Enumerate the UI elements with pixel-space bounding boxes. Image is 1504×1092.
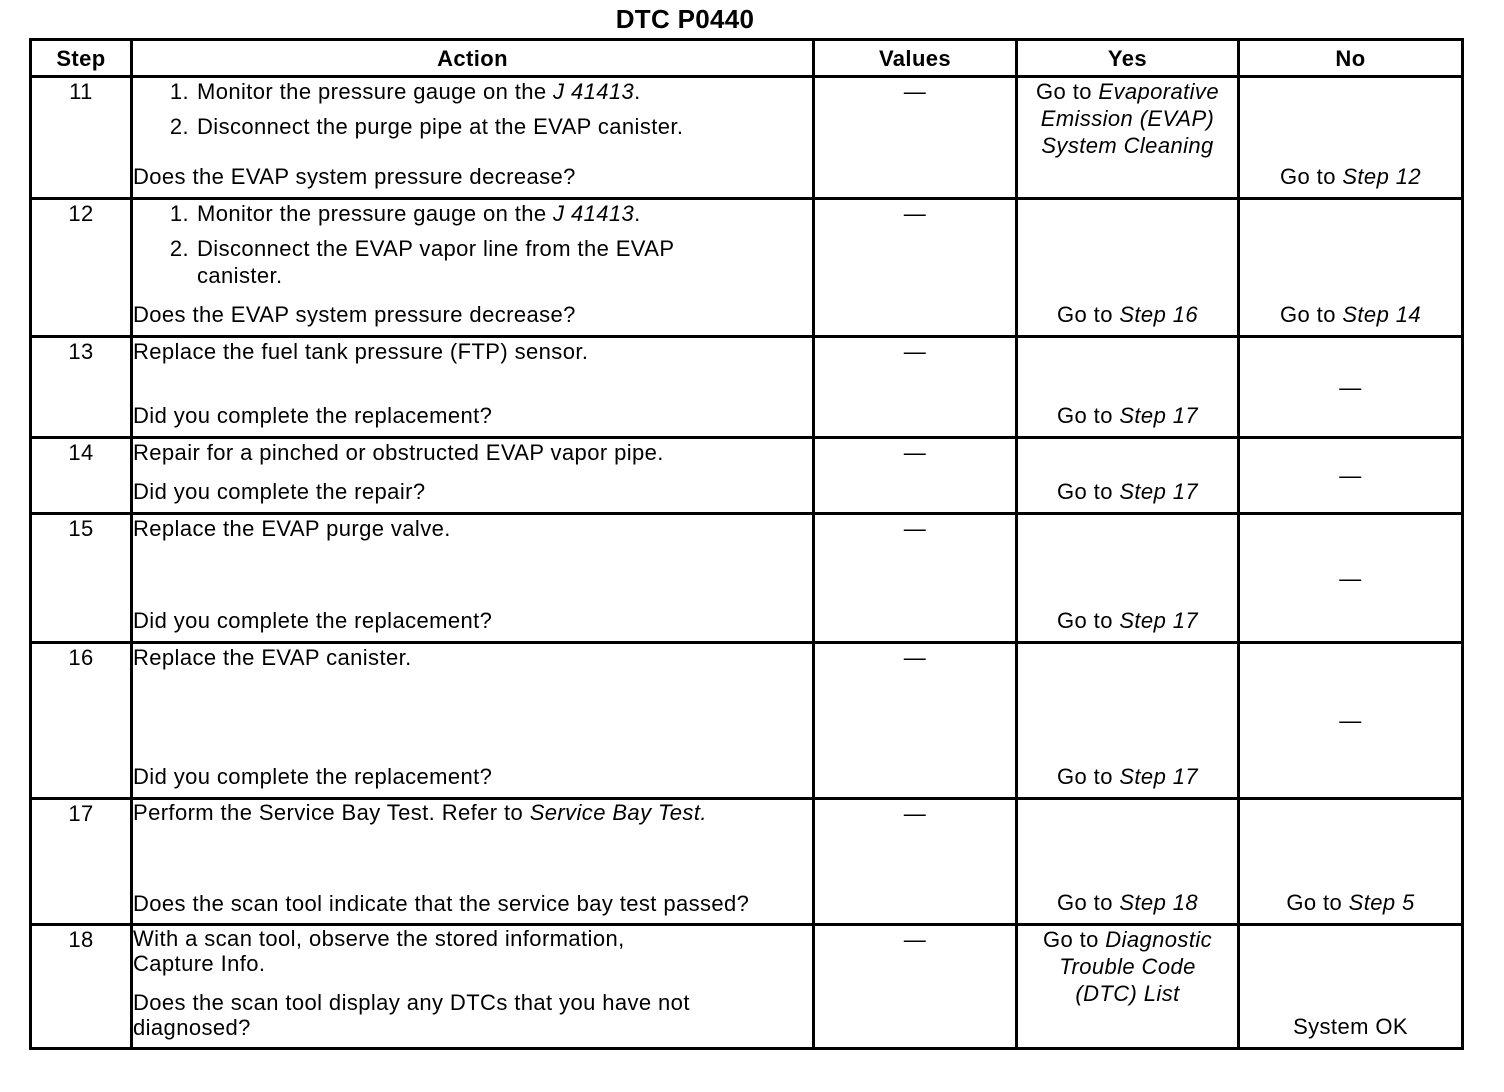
table-row-step-13	[31, 337, 1463, 438]
action-question: Did you complete the replacement?	[133, 764, 493, 789]
header-step: Step	[31, 40, 132, 77]
yes-link[interactable]: Go to Evaporative Emission (EVAP) System Cleaning	[1036, 79, 1219, 158]
tool-reference: J 41413	[553, 79, 635, 104]
action-cell	[132, 199, 814, 337]
action-step: 2. Disconnect the EVAP vapor line from the EVAP canister.	[169, 236, 674, 288]
action-question: Did you complete the replacement?	[133, 403, 493, 428]
action-cell	[132, 643, 814, 799]
action-step: 2. Disconnect the purge pipe at the EVAP canister.	[169, 114, 684, 139]
yes-cell	[1017, 925, 1239, 1049]
yes-cell	[1017, 199, 1239, 337]
value-cell: —	[814, 925, 1017, 1049]
procedure-reference[interactable]: Service Bay Test.	[529, 800, 707, 825]
action-steps	[133, 78, 812, 148]
no-cell	[1239, 77, 1463, 199]
yes-cell	[1017, 77, 1239, 199]
action-instruction: Replace the fuel tank pressure (FTP) sensor.	[133, 339, 589, 364]
table-row-step-17	[31, 799, 1463, 925]
value-cell: —	[814, 799, 1017, 925]
no-cell	[1239, 925, 1463, 1049]
yes-link[interactable]: Go to Step 16	[1057, 302, 1198, 327]
action-question: Did you complete the replacement?	[133, 608, 493, 633]
action-cell	[132, 438, 814, 514]
action-cell	[132, 514, 814, 643]
action-instruction: Repair for a pinched or obstructed EVAP vapor pipe.	[133, 440, 664, 465]
header-values: Values	[814, 40, 1017, 77]
yes-link[interactable]: Go to Step 17	[1057, 479, 1198, 504]
no-cell	[1239, 199, 1463, 337]
page-title: DTC P0440	[615, 4, 755, 34]
no-cell	[1239, 799, 1463, 925]
value-cell: —	[814, 438, 1017, 514]
action-question: Does the EVAP system pressure decrease?	[133, 302, 576, 327]
dtc-table	[29, 38, 1464, 1050]
step-number: 12	[31, 199, 132, 337]
step-number: 13	[31, 337, 132, 438]
step-number: 14	[31, 438, 132, 514]
action-steps	[133, 200, 812, 289]
table-row-step-15	[31, 514, 1463, 643]
no-result: System OK	[1293, 1014, 1408, 1039]
step-number: 15	[31, 514, 132, 643]
no-cell: —	[1239, 643, 1463, 799]
value-cell: —	[814, 77, 1017, 199]
table-row-step-16	[31, 643, 1463, 799]
action-question: Does the scan tool indicate that the service bay test passed?	[133, 891, 750, 916]
yes-link[interactable]: Go to Step 17	[1057, 403, 1198, 428]
no-link[interactable]: Go to Step 14	[1280, 302, 1421, 327]
action-question: Does the scan tool display any DTCs that you have not diagnosed?	[133, 990, 690, 1040]
yes-link[interactable]: Go to Diagnostic Trouble Code (DTC) List	[1042, 927, 1213, 1006]
value-cell: —	[814, 514, 1017, 643]
yes-link[interactable]: Go to Step 17	[1057, 608, 1198, 633]
header-yes: Yes	[1017, 40, 1239, 77]
action-instruction: With a scan tool, observe the stored information, Capture Info.	[133, 926, 625, 976]
action-cell	[132, 77, 814, 199]
yes-cell	[1017, 514, 1239, 643]
value-cell: —	[814, 199, 1017, 337]
action-question: Did you complete the repair?	[133, 479, 426, 504]
no-link[interactable]: Go to Step 12	[1280, 164, 1421, 189]
yes-cell	[1017, 438, 1239, 514]
header-no: No	[1239, 40, 1463, 77]
no-link[interactable]: Go to Step 5	[1286, 890, 1415, 915]
tool-reference: J 41413	[553, 201, 635, 226]
value-cell: —	[814, 643, 1017, 799]
action-step: 1. Monitor the pressure gauge on the J 41413.	[169, 79, 641, 104]
table-row-step-14	[31, 438, 1463, 514]
action-instruction: Perform the Service Bay Test. Refer to Service Bay Test.	[133, 800, 707, 825]
step-number: 11	[31, 77, 132, 199]
header-row	[31, 40, 1463, 77]
action-cell	[132, 925, 814, 1049]
yes-cell	[1017, 643, 1239, 799]
table-row-step-11	[31, 77, 1463, 199]
action-instruction: Replace the EVAP purge valve.	[133, 516, 451, 541]
action-step: 1. Monitor the pressure gauge on the J 41413.	[169, 201, 641, 226]
step-number: 18	[31, 925, 132, 1049]
yes-link[interactable]: Go to Step 17	[1057, 764, 1198, 789]
step-number: 16	[31, 643, 132, 799]
yes-cell	[1017, 799, 1239, 925]
value-cell: —	[814, 337, 1017, 438]
action-instruction: Replace the EVAP canister.	[133, 645, 412, 670]
no-cell: —	[1239, 438, 1463, 514]
table-row-step-12	[31, 199, 1463, 337]
header-action: Action	[132, 40, 814, 77]
action-cell	[132, 799, 814, 925]
action-cell	[132, 337, 814, 438]
yes-cell	[1017, 337, 1239, 438]
step-number: 17	[31, 799, 132, 925]
no-cell: —	[1239, 337, 1463, 438]
yes-link[interactable]: Go to Step 18	[1057, 890, 1198, 915]
action-question: Does the EVAP system pressure decrease?	[133, 164, 576, 189]
table-row-step-18	[31, 925, 1463, 1049]
no-cell: —	[1239, 514, 1463, 643]
